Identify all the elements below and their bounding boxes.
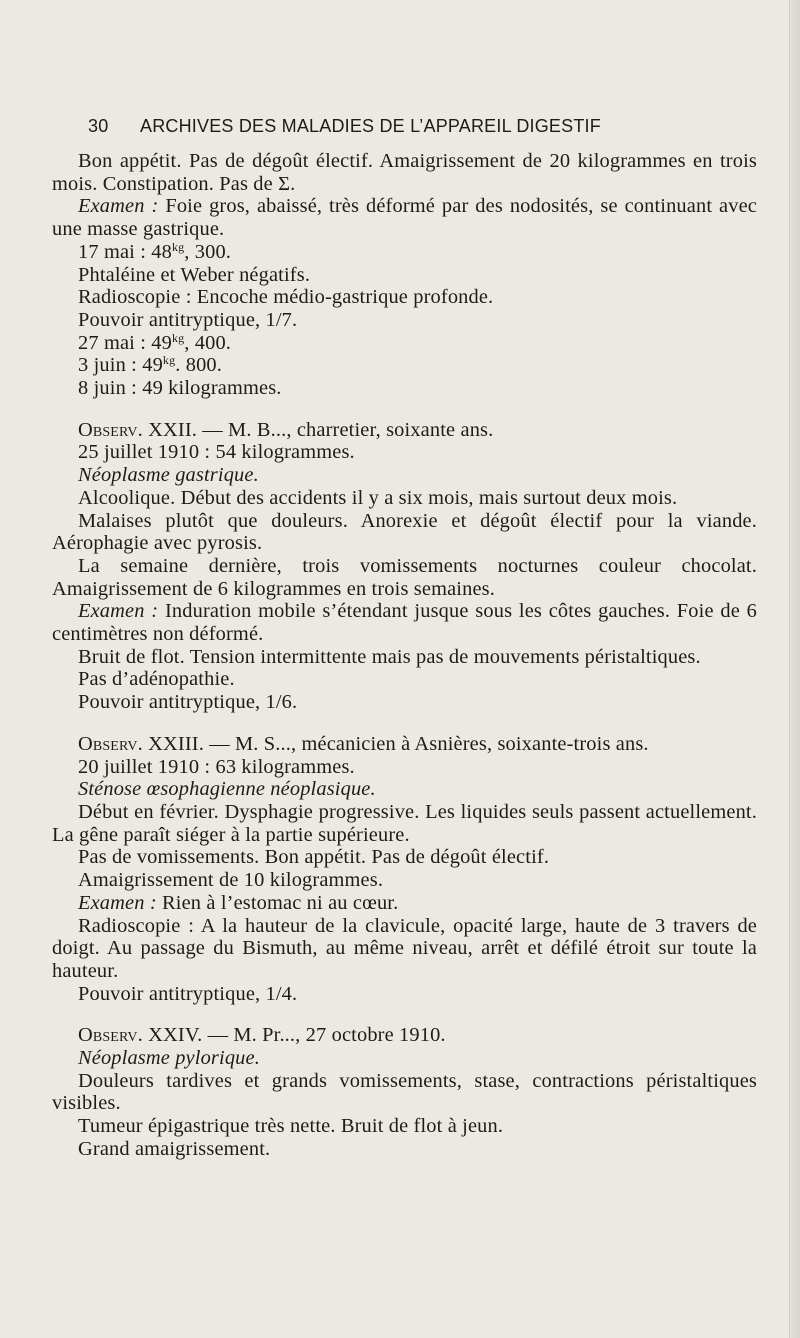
paragraph: La semaine dernière, trois vomissements nocturnes couleur chocolat. Amaigrissement de 6 kilogrammes en trois semaines.	[52, 554, 757, 600]
observation-heading: Observ. XXIII. — M. S..., mécanicien à Asnières, soixante-trois ans.	[78, 732, 649, 755]
page-number: 30	[88, 116, 109, 136]
page-edge	[789, 0, 800, 1338]
paragraph: Malaises plutôt que douleurs. Anorexie et dégoût électif pour la viande. Aérophagie avec pyrosis.	[52, 509, 757, 555]
exam-label: Examen :	[78, 195, 159, 218]
running-title: ARCHIVES DES MALADIES DE L’APPAREIL DIGESTIF	[140, 116, 601, 136]
diagnosis: Néoplasme gastrique.	[78, 464, 259, 487]
observation-heading: Observ. XXIV. — M. Pr..., 27 octobre 1910.	[78, 1024, 446, 1047]
paragraph: Tumeur épigastrique très nette. Bruit de flot à jeun.	[78, 1115, 504, 1138]
paragraph: Alcoolique. Début des accidents il y a six mois, mais surtout deux mois.	[78, 486, 678, 509]
exam-label: Examen :	[78, 891, 157, 914]
paragraph: Pas de vomissements. Bon appétit. Pas de dégoût électif.	[78, 846, 550, 869]
paragraph: Bon appétit. Pas de dégoût électif. Amaigrissement de 20 kilogrammes en trois mois. Constipation. Pas de Σ.	[52, 150, 757, 195]
paragraph: Examen : Induration mobile s’étendant jusque sous les côtes gauches. Foie de 6 centimètres non déformé.	[52, 600, 757, 646]
diagnosis: Néoplasme pylorique.	[78, 1047, 260, 1070]
paragraph: Pouvoir antitryptique, 1/6.	[78, 691, 298, 714]
diagnosis: Sténose œsophagienne néoplasique.	[78, 778, 376, 801]
paragraph: Examen : Rien à l’estomac ni au cœur.	[78, 891, 399, 914]
paragraph: Début en février. Dysphagie progressive. Les liquides seuls passent actuellement. La gêne paraît siéger à la partie supérieure.	[52, 800, 757, 846]
paragraph: Douleurs tardives et grands vomissements, stase, contractions péristaltiques visibles.	[52, 1069, 757, 1115]
weight-entry: 17 mai : $48^{kg}$, 300.	[78, 239, 232, 263]
paragraph: Bruit de flot. Tension intermittente mais pas de mouvements péristaltiques.	[78, 645, 701, 668]
paragraph: Pouvoir antitryptique, 1/4.	[78, 982, 298, 1005]
paragraph: Examen : Foie gros, abaissé, très déformé par des nodosités, se continuant avec une masse gastrique.	[52, 195, 757, 241]
page-body	[52, 150, 757, 1161]
weight-entry: 25 juillet 1910 : 54 kilogrammes.	[78, 441, 355, 464]
weight-entry: 20 juillet 1910 : 63 kilogrammes.	[78, 755, 355, 778]
weight-entry: 8 juin : 49 kilogrammes.	[78, 377, 282, 400]
observation-heading: Observ. XXII. — M. B..., charretier, soixante ans.	[78, 418, 494, 441]
paragraph: Grand amaigrissement.	[78, 1137, 271, 1160]
weight-entry: 3 juin : $49^{kg}$. 800.	[78, 353, 223, 377]
paragraph: Pouvoir antitryptique, 1/7.	[78, 308, 298, 331]
weight-entry: 27 mai : $49^{kg}$, 400.	[78, 330, 232, 354]
paragraph: Radioscopie : A la hauteur de la clavicule, opacité large, haute de 3 travers de doigt. Au passage du Bismuth, au même niveau, arrêt et défilé étroit sur toute la hauteur.	[52, 914, 757, 982]
paragraph: Pas d’adénopathie.	[78, 668, 235, 691]
paragraph: Amaigrissement de 10 kilogrammes.	[78, 869, 384, 892]
paragraph: Radioscopie : Encoche médio-gastrique profonde.	[78, 286, 494, 309]
exam-label: Examen :	[78, 600, 159, 623]
paragraph: Phtaléine et Weber négatifs.	[78, 263, 311, 286]
